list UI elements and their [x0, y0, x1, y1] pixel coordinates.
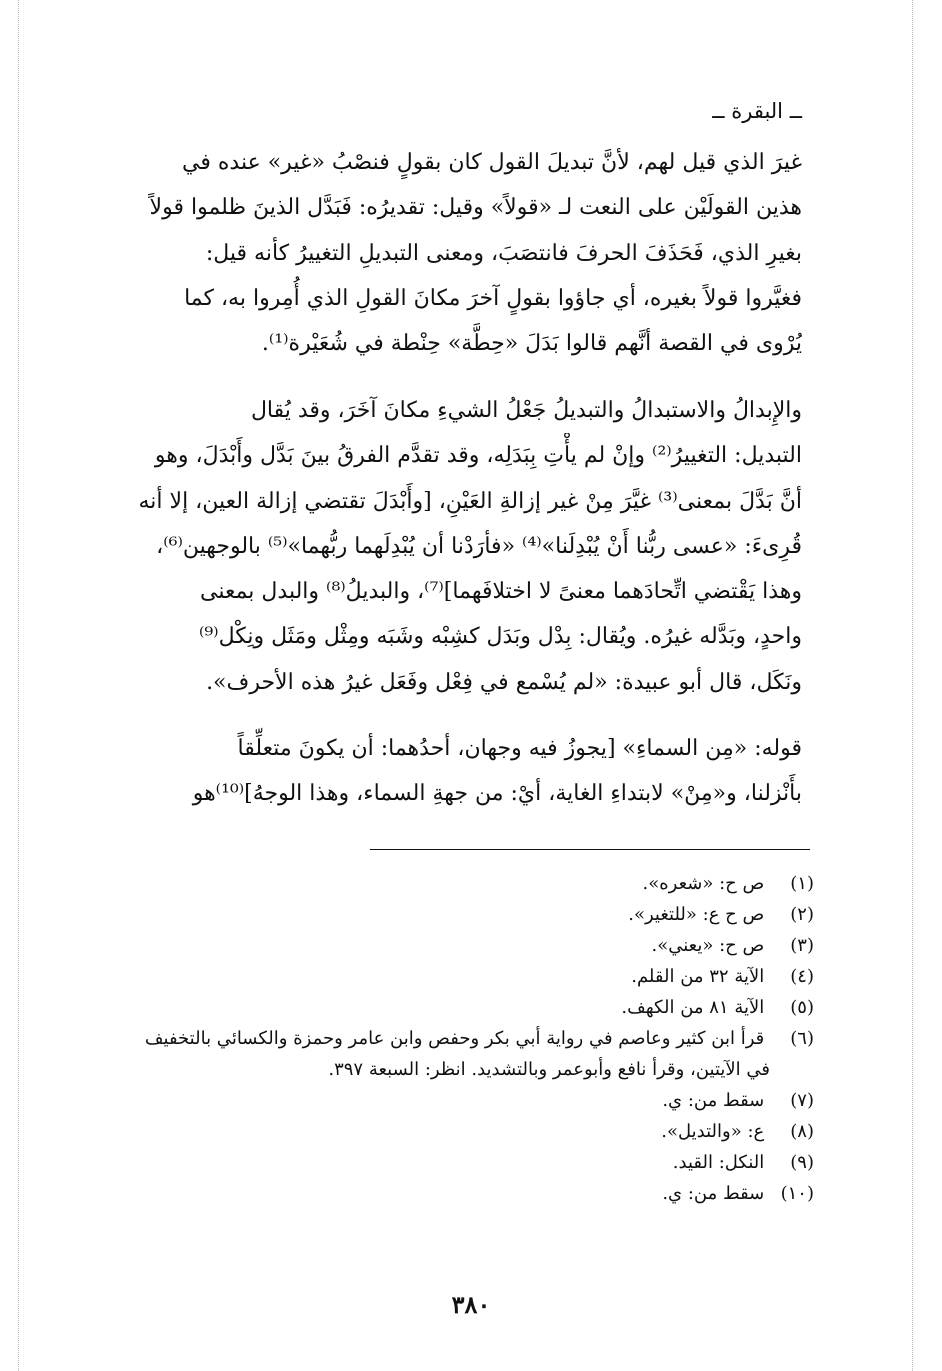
footnote-text: ص ح: «شعره».: [642, 873, 765, 894]
scan-margin-line: [18, 0, 20, 1371]
footnotes: [114, 868, 814, 1209]
footnote-text: ع: «والتديل».: [661, 1121, 765, 1142]
footnote-7: [114, 1085, 814, 1116]
footnote-8: [114, 1116, 814, 1147]
paragraph-1: [122, 140, 802, 366]
footnote-text: الآية ٨١ من الكهف.: [621, 997, 765, 1018]
footnote-number: (٦): [790, 1028, 814, 1049]
text-line: وهذا يَقْتضي اتِّحادَهما معنىً لا اختلافَهما]⁽⁷⁾، والبديلُ⁽⁸⁾ والبدل بمعنى: [200, 579, 802, 605]
text-line: واحدٍ، وبَدَّله غيرُه. ويُقال: بِدْل وبَدَل كشِبْه وشَبَه ومِثْل ومَثَل ونِكْل⁽⁹⁾: [198, 624, 802, 650]
footnote-number: (٩): [790, 1152, 814, 1173]
footnote-number: (١): [790, 873, 814, 894]
paragraph-2: [122, 388, 802, 705]
footnote-6: [114, 1023, 814, 1054]
footnote-4: [114, 961, 814, 992]
footnote-text: الآية ٣٢ من القلم.: [631, 966, 765, 987]
footnote-10: [114, 1178, 814, 1209]
footnote-number: (٤): [790, 966, 814, 987]
text-line: غيرَ الذي قيل لهم، لأنَّ تبديلَ القول كان بقولٍ فنصْبُ «غير» عنده في: [182, 150, 802, 175]
footnote-2: [114, 899, 814, 930]
footnote-separator: [370, 849, 810, 850]
page-number: ٣٨٠: [451, 1290, 491, 1319]
text-line: بغيرِ الذي، فَحَذَفَ الحرفَ فانتصَبَ، ومعنى التبديلِ التغييرُ كأنه قيل:: [205, 240, 802, 266]
scan-margin-line: [912, 0, 914, 1371]
footnote-text: ص ح: «يعني».: [651, 935, 765, 956]
footnote-5: [114, 992, 814, 1023]
footnote-number: (٢): [790, 904, 814, 925]
text-line: يُرْوى في القصة أنَّهم قالوا بَدَلَ «حِطَّة» حِنْطة في شُعَيْرة⁽¹⁾.: [261, 331, 802, 357]
footnote-6-continuation: في الآيتين، وقرأ نافع وأبوعمر وبالتشديد. انظر: السبعة ٣٩٧.: [328, 1059, 770, 1080]
footnote-text: سقط من: ي.: [662, 1183, 765, 1204]
paragraph-3: [122, 726, 802, 817]
text-line: هذين القولَيْن على النعت لـ «قولاً» وقيل: تقديرُه: فَبَدَّل الذينَ ظلموا قولاً: [149, 195, 802, 221]
text-line: فغيَّروا قولاً بغيره، أي جاؤوا بقولٍ آخرَ مكانَ القولِ الذي أُمِروا به، كما: [184, 285, 802, 311]
footnote-text: ص ح ع: «للتغير».: [628, 904, 765, 925]
footnote-text: قرأ ابن كثير وعاصم في رواية أبي بكر وحفص وابن عامر وحمزة والكسائي بالتخفيف: [144, 1028, 765, 1049]
text-line: أنَّ بَدَّلَ بمعنى⁽³⁾ غيَّرَ مِنْ غير إزالةِ العَيْنِ، [وأَبْدَلَ تقتضي إزالة العين، إلا أنه: [138, 488, 802, 514]
footnote-number: (٥): [790, 997, 814, 1018]
text-line: ونَكَل، قال أبو عبيدة: «لم يُسْمع في فِعْل وفَعَل غيرُ هذه الأحرف».: [206, 669, 802, 695]
footnote-text: النكل: القيد.: [672, 1152, 765, 1173]
footnote-9: [114, 1147, 814, 1178]
text-line: والإِبدالُ والاستبدالُ والتبديلُ جَعْلُ الشيءِ مكانَ آخَرَ، وقد يُقال: [250, 398, 802, 423]
text-line: قوله: «مِن السماءِ» [يجوزُ فيه وجهان، أحدُهما: أن يكونَ متعلِّقاً: [237, 736, 802, 761]
footnote-number: (٨): [790, 1121, 814, 1142]
footnote-1: [114, 868, 814, 899]
footnote-3: [114, 930, 814, 961]
footnote-text: سقط من: ي.: [662, 1090, 765, 1111]
footnote-number: (٧): [790, 1090, 814, 1111]
running-header: ــ البقرة ــ: [712, 99, 802, 123]
text-line: التبديل: التغييرُ⁽²⁾ وإنْ لم يأْتِ بِبَدَلِه، وقد تقدَّم الفرقُ بينَ بَدَّل وأَبْدَلَ، وهو: [154, 443, 802, 469]
footnote-number: (٣): [790, 935, 814, 956]
text-line: قُرِىءَ: «عسى ربُّنا أَنْ يُبْدِلَنا»⁽⁴⁾ «فأرَدْنا أن يُبْدِلَهما ربُّهما»⁽⁵⁾ بالوجهين⁽⁶⁾،: [156, 533, 802, 559]
text-line: بأَنْزلنا، و«مِنْ» لابتداءِ الغاية، أيْ: من جهةِ السماء، وهذا الوجهُ]⁽¹⁰⁾هو: [192, 781, 802, 807]
footnote-number: (١٠): [780, 1183, 814, 1204]
